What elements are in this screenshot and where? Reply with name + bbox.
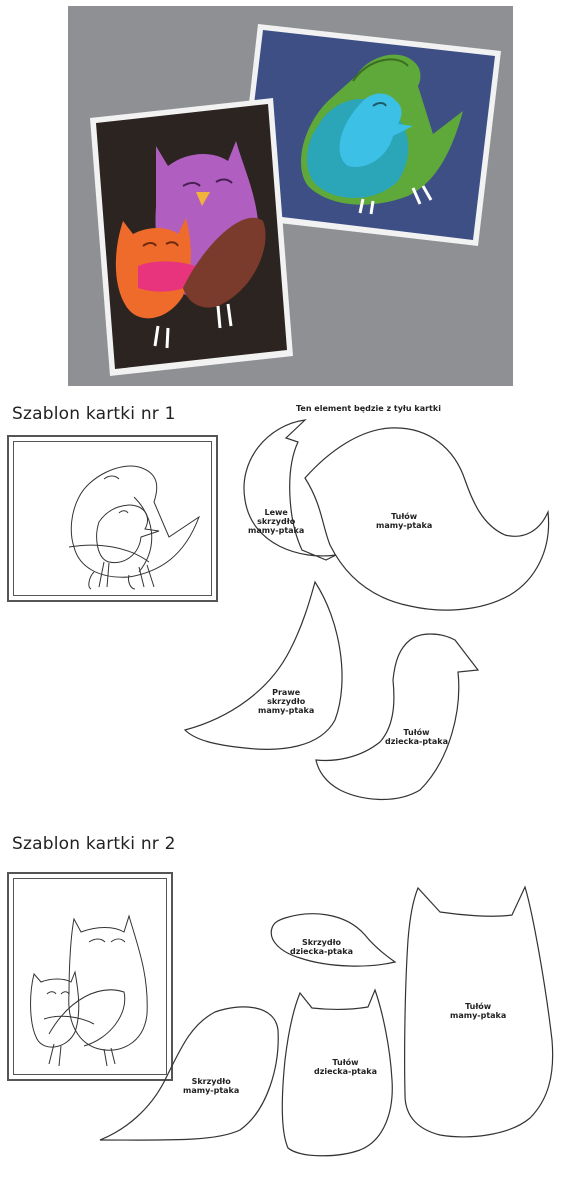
label-left-wing: Lewe skrzydło mamy-ptaka [248, 508, 305, 535]
label-right-wing: Prawe skrzydło mamy-ptaka [258, 688, 315, 715]
label-mother-body: Tułów mamy-ptaka [376, 512, 433, 530]
label-mother-wing: Skrzydło mamy-ptaka [183, 1077, 240, 1095]
label-child-wing: Skrzydło dziecka-ptaka [290, 938, 353, 956]
template-1-heading: Szablon kartki nr 1 [12, 404, 176, 424]
mother-wing-shape [100, 1007, 278, 1140]
child-bird-body-shape [316, 634, 478, 799]
template-2-heading: Szablon kartki nr 2 [12, 834, 176, 854]
label-child-body: Tułów dziecka-ptaka [385, 728, 448, 746]
label-child-owl-body: Tułów dziecka-ptaka [314, 1058, 377, 1076]
right-wing-shape [185, 582, 342, 749]
label-mother-owl-body: Tułów mamy-ptaka [450, 1002, 507, 1020]
left-wing-shape [244, 420, 336, 560]
note-back-of-card: Ten element będzie z tyłu kartki [296, 404, 441, 413]
